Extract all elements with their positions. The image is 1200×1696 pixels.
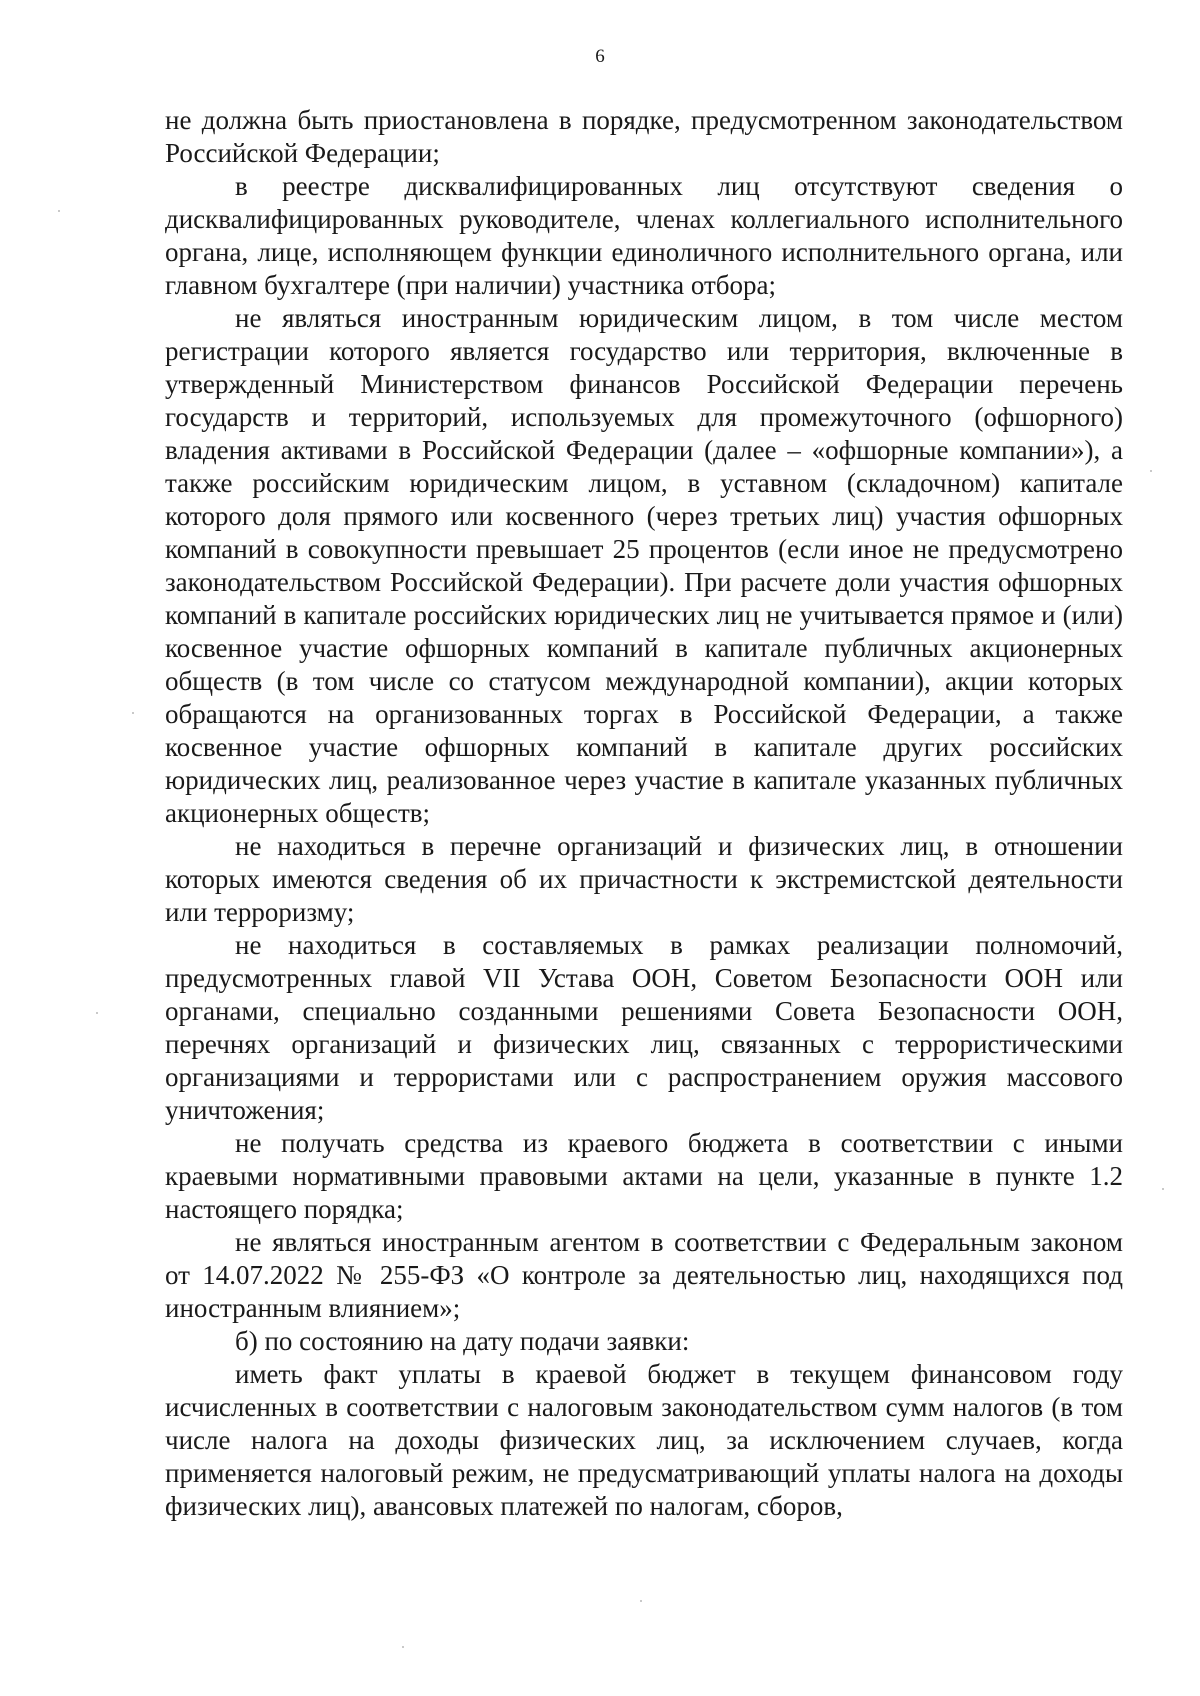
scan-speck	[96, 1012, 98, 1014]
scan-speck	[1162, 1188, 1164, 1190]
scan-speck	[1150, 470, 1152, 472]
paragraph-6: не получать средства из краевого бюджета в соответствии с иными краевыми нормативными правовыми актами на цели, указанные в пункте 1.2 настоящего порядка;	[165, 1128, 1123, 1224]
paragraph-7: не являться иностранным агентом в соответствии с Федеральным законом от 14.07.2022 № 255-ФЗ «О контроле за деятельностью лиц, находящихся под иностранным влиянием»;	[165, 1227, 1123, 1323]
scan-speck	[640, 1600, 642, 1602]
paragraph-3: не являться иностранным юридическим лицом, в том числе местом регистрации которого является государство или территория, включенные в утвержденный Министерством финансов Российской Федерации перечень государств и территорий, используемых для промежуточного (офшорного) владения активами в Российской Федерации (далее – «офшорные компании»), а также российским юридическим лицом, в уставном (складочном) капитале которого доля прямого или косвенного (через третьих лиц) участия офшорных компаний в совокупности превышает 25 процентов (если иное не предусмотрено законодательством Российской Федерации). При расчете доли участия офшорных компаний в капитале российских юридических лиц не учитывается прямое и (или) косвенное участие офшорных компаний в капитале публичных акционерных обществ (в том числе со статусом международной компании), акции которых обращаются на организованных торгах в Российской Федерации, а также косвенное участие офшорных компаний в капитале других российских юридических лиц, реализованное через участие в капитале указанных публичных акционерных обществ;	[165, 303, 1123, 828]
scan-speck	[402, 1646, 404, 1648]
paragraph-9: иметь факт уплаты в краевой бюджет в текущем финансовом году исчисленных в соответствии с налоговым законодательством сумм налогов (в том числе налога на доходы физических лиц, за исключением случаев, когда применяется налоговый режим, не предусматривающий уплаты налога на доходы физических лиц), авансовых платежей по налогам, сборов,	[165, 1359, 1123, 1521]
paragraph-8: б) по состоянию на дату подачи заявки:	[235, 1326, 690, 1356]
paragraph-2: в реестре дисквалифицированных лиц отсутствуют сведения о дисквалифицированных руководителе, членах коллегиального исполнительного органа, лице, исполняющем функции единоличного исполнительного органа, или главном бухгалтере (при наличии) участника отбора;	[165, 171, 1123, 300]
scan-speck	[132, 712, 134, 714]
paragraph-1: не должна быть приостановлена в порядке, предусмотренном законодательством Российской Федерации;	[165, 105, 1123, 168]
page-number: 6	[595, 46, 605, 67]
scan-speck	[58, 210, 60, 212]
document-body	[165, 104, 1123, 1523]
paragraph-4: не находиться в перечне организаций и физических лиц, в отношении которых имеются сведения об их причастности к экстремистской деятельности или терроризму;	[165, 831, 1123, 927]
paragraph-5: не находиться в составляемых в рамках реализации полномочий, предусмотренных главой VII Устава ООН, Советом Безопасности ООН или органами, специально созданными решениями Совета Безопасности ООН, перечнях организаций и физических лиц, связанных с террористическими организациями и террористами или с распространением оружия массового уничтожения;	[165, 930, 1123, 1125]
